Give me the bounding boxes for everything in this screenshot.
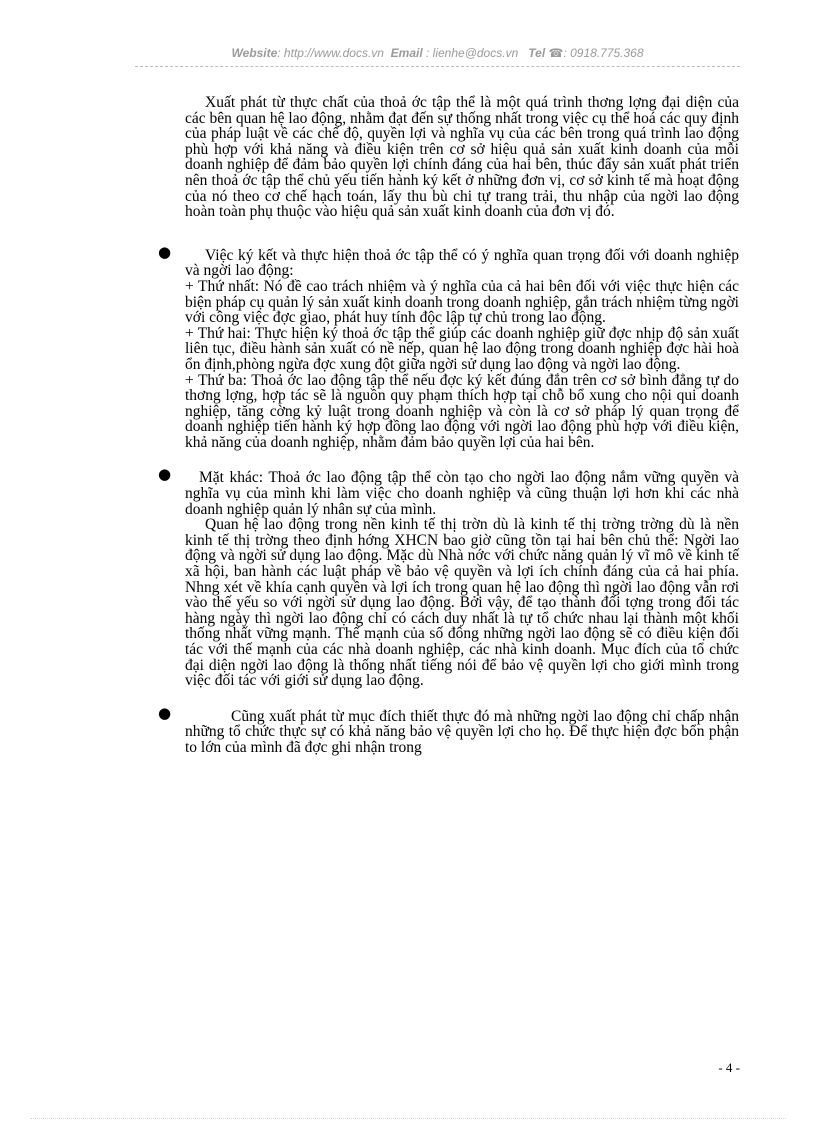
bullet-text-1: Việc ký kết và thực hiện thoả ớc tập thể có ý nghĩa quan trọng đối với doanh nghiệp và ngời lao động: — [185, 246, 739, 280]
tel-value: ☎: 0918.775.368 — [545, 46, 644, 60]
header-divider — [135, 66, 740, 67]
email-label: Email — [390, 46, 423, 60]
bottom-divider — [30, 1118, 786, 1119]
bullet-item-2 — [158, 465, 739, 518]
paragraph-2: Quan hệ lao động trong nền kinh tế thị trờn dù là kinh tế thị trờng trờng dù là nền kinh tế thị trờng theo định hớng XHCN bao giờ cũng tồn tại hai bên chủ thể: Ngời lao động và ngời sử dụng lao động. Mặc dù Nhà nớc với chức năng quản lý vĩ mô về kinh tế xã hội, ban hành các luật pháp về bảo vệ quyền và lợi ích chính đáng của cả hai phía. Nhng xét về khía cạnh quyền và lợi ích trong quan hệ lao động thì ngời lao động vẫn rơi vào thế yếu so với ngời sử dụng lao động. Bởi vậy, để tạo thành đối tợng trong đối tác hàng ngày thì ngời lao động chỉ có cách duy nhất là tự tổ chức nhau lại thành một khối thống nhất vững mạnh. Thế mạnh của số đông những ngời lao động sẽ có điều kiện đối tác với thế mạnh của các nhà doanh nghiệp, các nhà kinh doanh. Mục đích của tổ chức đại diện ngời lao động là thống nhất tiếng nói để bảo vệ quyền lợi cho giới mình trong việc đối tác với giới sử dụng lao động. — [185, 516, 739, 690]
bullet-dot-icon: ● — [158, 465, 172, 484]
website-label: Website — [231, 46, 278, 60]
bullet-dot-icon: ● — [158, 703, 172, 722]
tel-label: Tel — [528, 46, 546, 60]
document-body — [158, 94, 739, 756]
page-header — [135, 46, 740, 60]
bullet-text-3: Cũng xuất phát từ mục đích thiết thực đó mà những ngời lao động chỉ chấp nhận những tổ chức thực sự có khả năng bảo vệ quyền lợi cho họ. Để thực hiện đợc bổn phận to lớn của mình đã đợc ghi nhận trong — [185, 707, 739, 756]
bullet-item-3 — [158, 703, 739, 756]
bullet-dot-icon: ● — [158, 242, 172, 261]
bullet-item-1 — [158, 242, 739, 280]
paragraph-1: Xuất phát từ thực chất của thoả ớc tập thể là một quá trình thơng lợng đại diện của các bên quan hệ lao động, nhằm đạt đến sự thống nhất trong việc cụ thể hoá các quy định của pháp luật về các chế độ, quyền lợi và nghĩa vụ của các bên trong quá trình lao động phù hợp với khả năng và điều kiện trên cơ sở hiệu quả sản xuất kinh doanh của mỗi doanh nghiệp để đảm bảo quyền lợi chính đáng của hai bên, thúc đẩy sản xuất phát triển nên thoả ớc tập thể chủ yếu tiến hành ký kết ở những đơn vị, cơ sở kinh tế mà hoạt động của nó theo cơ chế hạch toán, lấy thu bù chi tự trang trải, thu nhập của ngời lao động hoàn toàn phụ thuộc vào hiệu quả sản xuất kinh doanh của đơn vị đó. — [185, 94, 739, 221]
page-number: - 4 - — [718, 1060, 740, 1075]
sub-item-2: + Thứ hai: Thực hiện ký thoả ớc tập thể giúp các doanh nghiệp giữ đợc nhịp độ sản xuất liên tục, điều hành sản xuất có nề nếp, quan hệ lao động trong doanh nghiệp đợc hài hoà ổn định,phòng ngừa đợc xung đột giữa ngời sử dụng lao động và ngời lao động. — [185, 324, 739, 373]
sub-item-3: + Thứ ba: Thoả ớc lao động tập thể nếu đợc ký kết đúng đắn trên cơ sở bình đẳng tự do thơng lợng, hợp tác sẽ là nguồn quy phạm thích hợp tại chỗ bổ xung cho nội qui doanh nghiệp, tăng cờng kỷ luật trong doanh nghiệp và còn là cơ sở pháp lý quan trọng để doanh nghiệp tiến hành ký hợp đồng lao động với ngời lao động phù hợp với điều kiện, khả năng của doanh nghiệp, nhằm đảm bảo quyền lợi của hai bên. — [185, 371, 739, 451]
sub-item-1: + Thứ nhất: Nó đề cao trách nhiệm và ý nghĩa của cả hai bên đối với việc thực hiện các biện pháp cụ quản lý sản xuất kinh doanh trong doanh nghiệp, gắn trách nhiệm từng ngời với công việc đợc giao, phát huy tính độc lập tự chủ trong lao động. — [185, 277, 739, 327]
website-value: : http://www.docs.vn — [277, 46, 384, 60]
bullet-text-2: Mặt khác: Thoả ớc lao động tập thể còn tạo cho ngời lao động nắm vững quyền và nghĩa vụ của mình khi làm việc cho doanh nghiệp và cũng thuận lợi hơn khi các nhà doanh nghiệp quản lý nhân sự của mình. — [185, 469, 739, 518]
email-value: : lienhe@docs.vn — [422, 46, 519, 60]
